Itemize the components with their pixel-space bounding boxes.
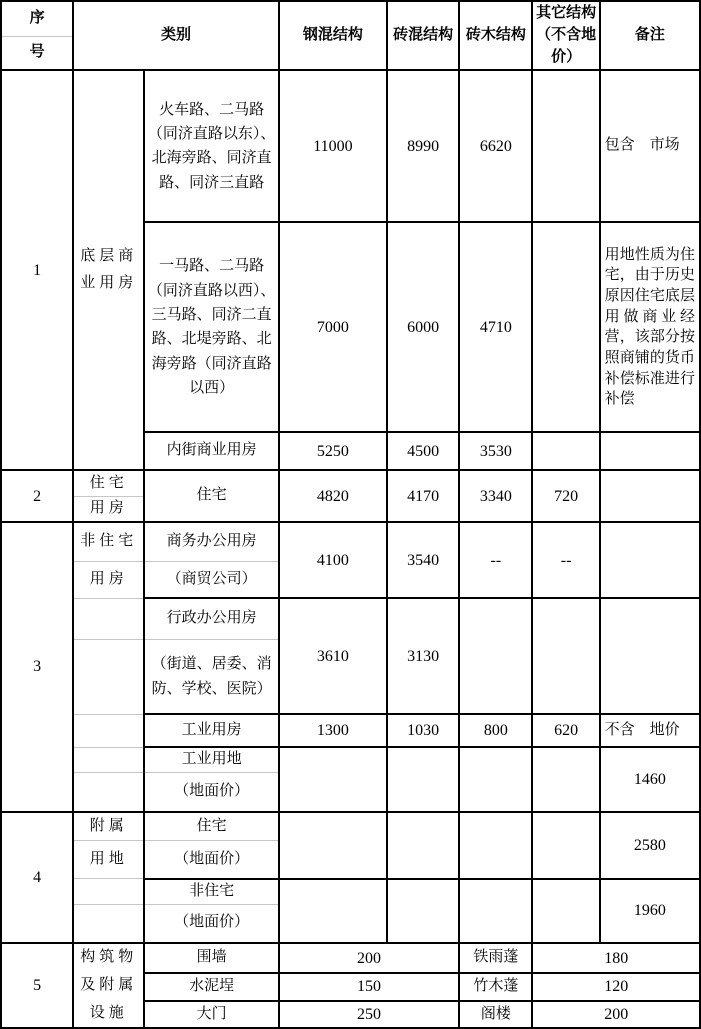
row3-group-spacer-4 xyxy=(73,747,144,772)
row3d-category-line2: （地面价） xyxy=(144,773,278,812)
row4a-brick-concrete-empty xyxy=(387,812,459,879)
row3-group-spacer-3 xyxy=(73,714,144,747)
row3c-brick-wood-value: 800 xyxy=(459,714,532,747)
row3a-other-value: -- xyxy=(532,522,599,598)
row5c-item-left: 大门 xyxy=(144,1001,278,1028)
row1c-brick-concrete-value: 4500 xyxy=(387,432,459,470)
row4a-steel-empty xyxy=(279,812,387,879)
row1a-other-value-empty xyxy=(532,70,599,222)
row1b-brick-wood-value: 4710 xyxy=(459,222,532,432)
row1b-category: 一马路、二马路（同济直路以西）、三马路、同济二直路、北堤旁路、北海旁路（同济直路以西） xyxy=(144,222,278,432)
header-steel-structure: 钢混结构 xyxy=(279,1,387,70)
row4-group-top: 附属 xyxy=(73,812,144,841)
row2-brick-wood-value: 3340 xyxy=(459,470,532,522)
row1b-remark: 用地性质为住宅，由于历史原因住宅底层用做商业经营，该部分按照商铺的货币补偿标准进行补偿 xyxy=(600,222,700,432)
header-seq-bottom: 号 xyxy=(1,36,73,70)
row5c-item-right: 阁楼 xyxy=(459,1001,532,1028)
row4b-remark-value: 1960 xyxy=(600,879,700,943)
row3b-brick-concrete-value: 3130 xyxy=(387,598,459,714)
row4-no: 4 xyxy=(1,812,73,944)
header-brick-concrete-structure: 砖混结构 xyxy=(387,1,459,70)
row3d-brick-concrete-empty xyxy=(387,747,459,811)
row3-group-top: 非住宅 xyxy=(73,522,144,561)
row1a-brick-wood-value: 6620 xyxy=(459,70,532,222)
row4b-brick-concrete-empty xyxy=(387,879,459,943)
row4-group-spacer-1 xyxy=(73,879,144,904)
row3-group-spacer-1 xyxy=(73,598,144,639)
row4a-category-line1: 住宅 xyxy=(144,812,278,841)
row1-group-label: 底层商业用房 xyxy=(73,70,144,470)
row3c-other-value: 620 xyxy=(532,714,599,747)
row4b-brick-wood-empty xyxy=(459,879,532,943)
row3b-steel-value: 3610 xyxy=(279,598,387,714)
row5a-value-right: 180 xyxy=(532,943,700,973)
row3c-brick-concrete-value: 1030 xyxy=(387,714,459,747)
row1c-remark-empty xyxy=(600,432,700,470)
row2-group-bottom: 用房 xyxy=(89,500,128,517)
row5-no: 5 xyxy=(1,943,73,1028)
row3b-remark-empty xyxy=(600,598,700,714)
row3-group-spacer-5 xyxy=(73,773,144,812)
row3a-category-line2: （商贸公司） xyxy=(144,561,278,598)
row1a-category: 火车路、二马路（同济直路以东）、北海旁路、同济直路、同济三直路 xyxy=(144,70,278,222)
row3d-other-empty xyxy=(532,747,599,811)
row3c-remark: 不含 地价 xyxy=(600,714,700,747)
row1a-brick-concrete-value: 8990 xyxy=(387,70,459,222)
row4a-brick-wood-empty xyxy=(459,812,532,879)
header-category: 类别 xyxy=(73,1,279,70)
row1b-brick-concrete-value: 6000 xyxy=(387,222,459,432)
row3b-category-line1: 行政办公用房 xyxy=(144,598,278,639)
row1b-other-value-empty xyxy=(532,222,599,432)
row3a-remark-empty xyxy=(600,522,700,598)
row2-group-label xyxy=(73,470,144,522)
row4a-remark-value: 2580 xyxy=(600,812,700,879)
row5a-value-left: 200 xyxy=(279,943,460,973)
row2-category: 住宅 xyxy=(144,470,278,522)
row1-no: 1 xyxy=(1,70,73,470)
row3b-brick-wood-empty xyxy=(459,598,532,714)
row2-no: 2 xyxy=(1,470,73,522)
row1a-remark: 包含 市场 xyxy=(600,70,700,222)
row3a-category-line1: 商务办公用房 xyxy=(144,522,278,561)
row5b-value-left: 150 xyxy=(279,973,460,1000)
row5c-value-right: 200 xyxy=(532,1001,700,1028)
row3a-steel-value: 4100 xyxy=(279,522,387,598)
row3c-category: 工业用房 xyxy=(144,714,278,747)
row4-group-bottom: 用地 xyxy=(73,841,144,879)
row1c-other-value-empty xyxy=(532,432,599,470)
header-brick-wood-structure: 砖木结构 xyxy=(459,1,532,70)
row3d-category-line1: 工业用地 xyxy=(144,747,278,772)
row2-other-value: 720 xyxy=(532,470,599,522)
row4b-category-line2: （地面价） xyxy=(144,904,278,943)
row5b-item-left: 水泥埕 xyxy=(144,973,278,1000)
row2-brick-concrete-value: 4170 xyxy=(387,470,459,522)
row3-no: 3 xyxy=(1,522,73,811)
row2-remark-empty xyxy=(600,470,700,522)
row3-group-spacer-2 xyxy=(73,639,144,714)
row3-group-bottom: 用房 xyxy=(73,561,144,598)
header-seq-top: 序 xyxy=(1,1,73,36)
row3b-other-empty xyxy=(532,598,599,714)
row1c-steel-value: 5250 xyxy=(279,432,387,470)
row3b-category-line2: （街道、居委、消防、学校、医院） xyxy=(144,639,278,714)
row1c-category: 内街商业用房 xyxy=(144,432,278,470)
row3d-brick-wood-empty xyxy=(459,747,532,811)
row3c-steel-value: 1300 xyxy=(279,714,387,747)
row2-group-top: 住宅 xyxy=(74,471,143,497)
row4b-category-line1: 非住宅 xyxy=(144,879,278,904)
row4b-other-empty xyxy=(532,879,599,943)
row4b-steel-empty xyxy=(279,879,387,943)
row4a-category-line2: （地面价） xyxy=(144,841,278,879)
row3a-brick-wood-value: -- xyxy=(459,522,532,598)
row5-group-label: 构筑物及附属设施 xyxy=(73,943,144,1028)
row1b-steel-value: 7000 xyxy=(279,222,387,432)
row5c-value-left: 250 xyxy=(279,1001,460,1028)
row3d-remark-value: 1460 xyxy=(600,747,700,811)
row3a-brick-concrete-value: 3540 xyxy=(387,522,459,598)
row3d-steel-empty xyxy=(279,747,387,811)
row5a-item-left: 围墙 xyxy=(144,943,278,973)
row5a-item-right: 铁雨蓬 xyxy=(459,943,532,973)
row5b-item-right: 竹木蓬 xyxy=(459,973,532,1000)
row2-steel-value: 4820 xyxy=(279,470,387,522)
row4-group-spacer-2 xyxy=(73,904,144,943)
row4a-other-empty xyxy=(532,812,599,879)
row5b-value-right: 120 xyxy=(532,973,700,1000)
row1a-steel-value: 11000 xyxy=(279,70,387,222)
header-remark: 备注 xyxy=(600,1,700,70)
header-other-structure: 其它结构（不含地价） xyxy=(532,1,599,70)
row1c-brick-wood-value: 3530 xyxy=(459,432,532,470)
